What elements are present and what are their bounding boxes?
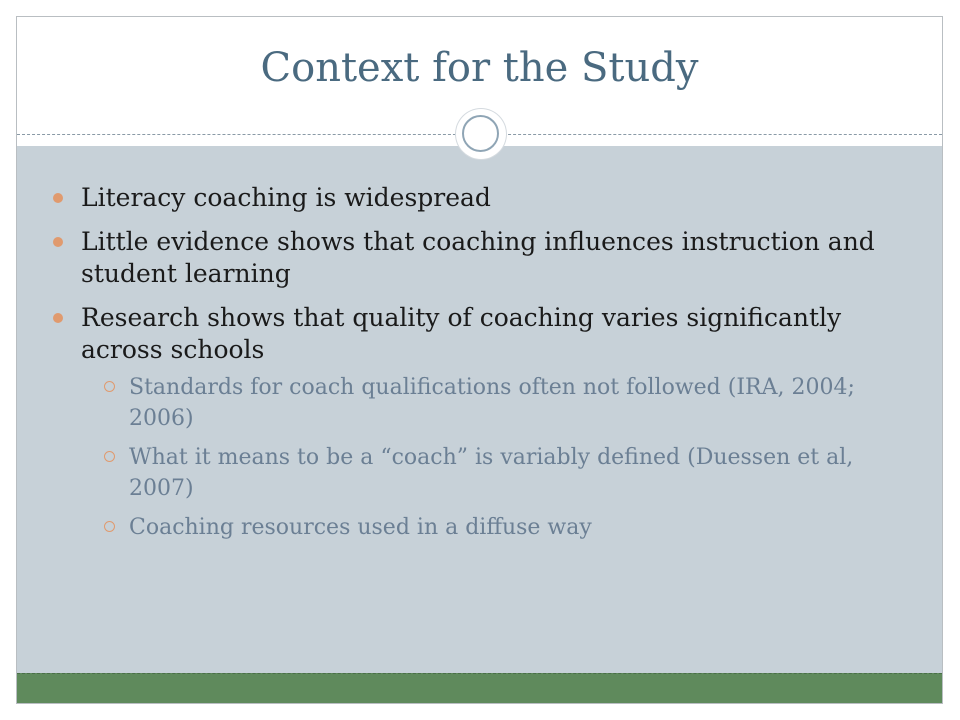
decorative-ring-icon: [456, 109, 506, 159]
bullet-text: Little evidence shows that coaching influences instruction and student learning: [81, 227, 875, 288]
bullet-dot-icon: [53, 237, 63, 247]
slide-frame: [16, 16, 943, 704]
bullet-dot-icon: [53, 313, 63, 323]
content-area: [17, 146, 942, 673]
sub-bullet-item: [53, 512, 913, 543]
bullet-item: [53, 226, 913, 290]
slide-title: Context for the Study: [260, 45, 699, 91]
hollow-circle-bullet-icon: [104, 521, 115, 532]
bullet-dot-icon: [53, 193, 63, 203]
sub-bullet-text: Coaching resources used in a diffuse way: [129, 515, 592, 540]
bullet-list: [53, 182, 913, 551]
sub-bullet-text: What it means to be a “coach” is variably defined (Duessen et al, 2007): [129, 445, 854, 501]
bullet-item: [53, 302, 913, 366]
bullet-text: Literacy coaching is widespread: [81, 183, 491, 212]
sub-bullet-text: Standards for coach qualifications often not followed (IRA, 2004; 2006): [129, 375, 855, 431]
hollow-circle-bullet-icon: [104, 451, 115, 462]
footer-bar: [17, 673, 942, 704]
bullet-item: [53, 182, 913, 214]
ring-inner: [462, 115, 499, 152]
bullet-text: Research shows that quality of coaching varies significantly across schools: [81, 303, 842, 364]
hollow-circle-bullet-icon: [104, 381, 115, 392]
sub-bullet-item: [53, 442, 913, 504]
sub-bullet-item: [53, 372, 913, 434]
